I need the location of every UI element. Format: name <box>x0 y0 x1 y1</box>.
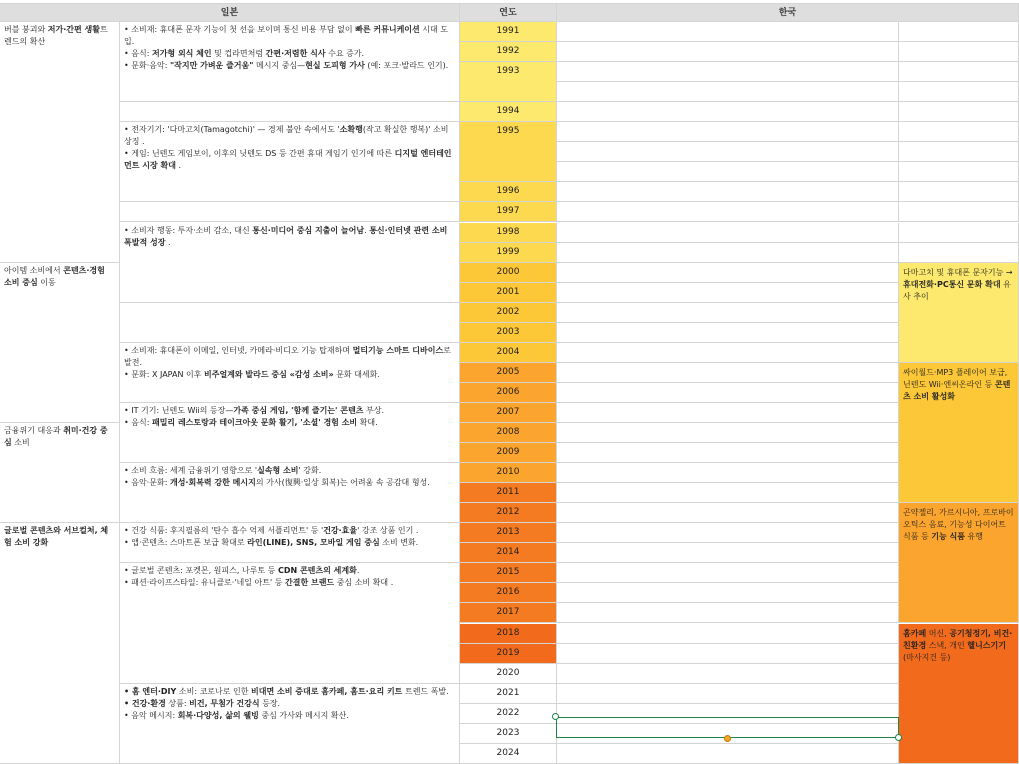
korea-note-empty[interactable] <box>899 223 1019 243</box>
korea-empty-cell[interactable] <box>557 82 899 102</box>
text-run: 트렌드 폭발. <box>402 686 449 696</box>
text-run: • 앱·콘텐츠: 스마트폰 보급 확대로 <box>124 538 248 548</box>
korea-note-cell[interactable] <box>899 363 1019 503</box>
year-label: 2008 <box>496 427 520 437</box>
year-cell[interactable] <box>460 323 557 343</box>
text-run: ' 강화. <box>298 466 322 476</box>
year-cell[interactable] <box>460 463 557 483</box>
text-run: 비대면 소비 증대로 홈카페, 홈트·요리 키트 <box>251 686 403 696</box>
year-label: 1993 <box>496 66 520 77</box>
year-cell[interactable] <box>460 182 557 202</box>
text-run: "작지만 가벼운 즐거움" <box>169 61 254 70</box>
text-run: 건강·효율 <box>323 526 358 536</box>
description-line <box>124 48 455 60</box>
year-cell[interactable] <box>460 383 557 403</box>
text-run: 소비 <box>11 438 30 447</box>
korea-empty-cell[interactable] <box>557 563 899 583</box>
text-run: 버블 붕괴와 <box>4 25 48 34</box>
korea-empty-cell[interactable] <box>557 343 899 363</box>
text-run: 저가형 외식 체인 <box>151 49 212 58</box>
text-run: 이동 <box>37 277 56 287</box>
year-label: 1994 <box>496 106 520 117</box>
year-cell[interactable] <box>460 684 557 704</box>
header-year[interactable]: 연도 <box>460 3 557 22</box>
korea-empty-cell[interactable] <box>557 182 899 202</box>
text-run: 확대. <box>357 417 378 427</box>
description-cell[interactable] <box>120 684 460 764</box>
korea-note-empty[interactable] <box>899 62 1019 82</box>
text-run: 곤약젤리, 가르시니아, 프로바이오틱스 음료, 기능성 다이어트 식품 등 <box>903 508 1014 542</box>
year-cell[interactable] <box>460 223 557 243</box>
korea-note-empty[interactable] <box>899 243 1019 263</box>
text-run: 라인(LINE), SNS, 모바일 게임 중심 <box>247 538 380 548</box>
description-cell[interactable] <box>120 563 460 683</box>
korea-empty-cell[interactable] <box>557 62 899 82</box>
year-label: 2020 <box>496 667 520 678</box>
korea-empty-cell[interactable] <box>557 704 899 724</box>
year-label: 2005 <box>496 366 520 377</box>
text-run: 멀티기능 스마트 디바이스 <box>352 345 444 355</box>
year-cell[interactable] <box>460 624 557 644</box>
year-label: 2003 <box>496 326 520 337</box>
korea-note-empty[interactable] <box>899 162 1019 182</box>
korea-note-empty[interactable] <box>899 42 1019 62</box>
text-run: 중심 소비 확대 . <box>334 578 394 588</box>
text-run: • 음악 메시지: <box>124 710 178 720</box>
korea-empty-cell[interactable] <box>557 543 899 563</box>
text-run: 메시지 중심— <box>253 61 306 70</box>
year-label: 2011 <box>496 487 520 498</box>
text-run: . <box>364 225 370 235</box>
header-korea[interactable]: 한국 <box>557 3 1019 22</box>
text-run: 다마고치 및 휴대폰 문자기능 → <box>903 267 1013 277</box>
korea-empty-cell[interactable] <box>557 162 899 182</box>
text-run: 시대 도입. <box>124 25 449 46</box>
selection-fill-handle[interactable] <box>724 735 731 742</box>
description-line <box>124 225 455 249</box>
year-cell[interactable] <box>460 363 557 383</box>
text-run: 아이템 소비에서 <box>4 265 64 275</box>
year-label: 2009 <box>496 447 520 458</box>
text-run: 개성·회복력 강한 메시지 <box>169 478 256 488</box>
year-cell[interactable] <box>460 704 557 724</box>
korea-empty-cell[interactable] <box>557 283 899 303</box>
text-run: 트렌드의 확산 <box>4 25 108 46</box>
description-cell[interactable] <box>120 22 460 102</box>
year-cell[interactable] <box>460 664 557 684</box>
description-cell[interactable] <box>120 523 460 563</box>
korea-note-cell[interactable] <box>899 503 1019 623</box>
year-cell[interactable] <box>460 283 557 303</box>
year-label: 2022 <box>496 707 520 718</box>
korea-empty-cell[interactable] <box>557 684 899 704</box>
year-label: 1995 <box>496 126 520 137</box>
text-run: 헬니스기기 <box>967 640 1006 650</box>
year-label: 2024 <box>496 747 520 758</box>
text-run: • 소비재: 휴대폰 문자 기능이 첫 선을 보이며 통신 비용 부담 없이 <box>124 25 356 34</box>
year-label: 2018 <box>496 627 520 638</box>
year-label: 1991 <box>496 26 520 36</box>
year-cell[interactable] <box>460 724 557 744</box>
korea-empty-cell[interactable] <box>557 503 899 523</box>
text-run: (작고 확실한 행복)' 소비 상징 . <box>124 125 449 147</box>
text-run: • 문화: X JAPAN 이후 <box>124 369 204 379</box>
text-run: 및 컵라면처럼 <box>211 49 266 58</box>
text-run: 회복·다양성, 삶의 웰빙 <box>177 710 259 720</box>
text-run: 금융위기 대응과 <box>4 426 64 435</box>
year-cell[interactable] <box>460 583 557 603</box>
korea-note-empty[interactable] <box>899 202 1019 222</box>
text-run: 통신·미디어 중심 지출이 늘어남 <box>252 225 365 235</box>
year-label: 2023 <box>496 727 520 738</box>
year-label: 2001 <box>496 286 520 297</box>
year-label: 1996 <box>496 186 520 197</box>
year-cell[interactable] <box>460 62 557 102</box>
description-line <box>124 525 455 537</box>
theme-cell[interactable] <box>0 423 120 523</box>
korea-empty-cell[interactable] <box>557 102 899 122</box>
year-cell[interactable] <box>460 523 557 543</box>
text-run: 로 발전. <box>124 345 451 367</box>
description-line <box>124 124 455 148</box>
text-run: 빠른 커뮤니케이션 <box>355 25 420 34</box>
year-label: 2016 <box>496 587 520 598</box>
year-label: 2006 <box>496 386 520 397</box>
description-line <box>124 60 455 72</box>
korea-empty-cell[interactable] <box>557 423 899 443</box>
korea-note-empty[interactable] <box>899 122 1019 142</box>
text-run: 유행 <box>964 532 983 542</box>
text-run: • 소비 흐름: 세계 금융위기 영향으로 ' <box>124 466 258 476</box>
text-run: • 홈 엔터·DIY <box>124 686 177 696</box>
year-cell[interactable] <box>460 744 557 764</box>
korea-note-empty[interactable] <box>899 82 1019 102</box>
korea-empty-cell[interactable] <box>557 223 899 243</box>
text-run: 스낵, 개인 <box>926 640 968 650</box>
description-line <box>124 698 455 710</box>
year-cell[interactable] <box>460 503 557 523</box>
text-run: 실속형 소비 <box>257 466 299 476</box>
text-run: 소비: 코로나로 인한 <box>176 686 252 696</box>
description-cell[interactable] <box>120 223 460 303</box>
year-label: 2015 <box>496 567 520 578</box>
text-run: • IT 기기: 닌텐도 Wii의 등장— <box>124 405 234 415</box>
text-run: 소확행 <box>339 125 363 135</box>
text-run: (마사지건 등) <box>903 652 951 662</box>
description-line <box>124 537 455 549</box>
text-run: • 소비재: 휴대폰이 이메일, 인터넷, 카메라·비디오 기능 탑재하며 <box>124 345 353 355</box>
year-cell[interactable] <box>460 343 557 363</box>
korea-note-cell[interactable] <box>899 263 1019 363</box>
selection-handle-bottom-right[interactable] <box>895 734 902 741</box>
korea-empty-cell[interactable] <box>557 463 899 483</box>
korea-empty-cell[interactable] <box>557 202 899 222</box>
korea-empty-cell[interactable] <box>557 523 899 543</box>
korea-empty-cell[interactable] <box>557 42 899 62</box>
text-run: 가족 중심 게임, '함께 즐기는' 콘텐츠 <box>233 405 364 415</box>
text-run: 비건, 무첨가 건강식 <box>189 698 260 708</box>
description-cell[interactable] <box>120 122 460 202</box>
text-run: • 패션·라이프스타일: 유니클로·'네일 아트' 등 <box>124 578 285 588</box>
text-run: . <box>356 566 360 576</box>
text-run: 머신, <box>926 628 950 638</box>
year-cell[interactable] <box>460 202 557 222</box>
header-japan[interactable]: 일본 <box>0 3 460 22</box>
year-cell[interactable] <box>460 22 557 42</box>
year-label: 2019 <box>496 647 520 658</box>
year-cell[interactable] <box>460 303 557 323</box>
year-label: 2014 <box>496 547 520 558</box>
year-label: 2021 <box>496 687 520 698</box>
text-run: 기능 식품 <box>931 532 965 542</box>
year-label: 2012 <box>496 507 520 518</box>
selection-handle-top-left[interactable] <box>552 713 559 720</box>
text-run: 싸이월드·MP3 플레이어 보급, 닌텐도 Wii·엔씨온라인 등 <box>903 367 1008 389</box>
year-cell[interactable] <box>460 563 557 583</box>
year-label: 1992 <box>496 46 520 57</box>
text-run: 의 가사(復興·일상 회복)는 어려움 속 공감대 형성. <box>255 478 430 488</box>
year-label: 1997 <box>496 206 520 217</box>
year-label: 2007 <box>496 406 520 417</box>
text-run: 현실 도피형 가사 <box>305 61 365 70</box>
description-line <box>124 417 455 429</box>
text-run: 상품: <box>165 698 190 708</box>
description-cell[interactable] <box>120 403 460 463</box>
year-label: 1999 <box>496 246 520 257</box>
text-run: 간결한 브랜드 <box>285 578 335 588</box>
korea-empty-cell[interactable] <box>557 363 899 383</box>
empty-cell[interactable] <box>120 102 460 122</box>
year-cell[interactable] <box>460 403 557 423</box>
year-cell[interactable] <box>460 122 557 182</box>
text-run: 소비 변화. <box>379 538 419 548</box>
description-line <box>124 465 455 477</box>
korea-empty-cell[interactable] <box>557 664 899 684</box>
description-line <box>124 577 455 589</box>
theme-cell[interactable] <box>0 523 120 764</box>
korea-empty-cell[interactable] <box>557 22 899 42</box>
korea-note-empty[interactable] <box>899 182 1019 202</box>
year-cell[interactable] <box>460 644 557 664</box>
text-run: • 음악·문화: <box>124 478 170 488</box>
text-run: • 건강 식품: 후지필름의 '탄수 흡수 억제 서플리먼트' 등 ' <box>124 526 324 536</box>
korea-empty-cell[interactable] <box>557 263 899 283</box>
year-cell[interactable] <box>460 483 557 503</box>
text-run: 수요 증가. <box>325 49 365 58</box>
text-run: ' 강조 상품 인기 . <box>357 526 419 536</box>
text-run: . <box>165 237 171 247</box>
text-run: 중심 가사와 메시지 확산. <box>258 710 349 720</box>
text-run: 패밀리 레스토랑과 테이크아웃 문화 활기, '소셜' 경험 소비 <box>151 417 358 427</box>
description-line <box>124 24 455 48</box>
year-label: 2013 <box>496 527 520 538</box>
empty-cell[interactable] <box>120 303 460 343</box>
theme-cell[interactable] <box>0 263 120 423</box>
korea-empty-cell[interactable] <box>557 624 899 644</box>
korea-note-cell[interactable] <box>899 624 1019 764</box>
text-run: 디지털 엔터테인먼트 시장 확대 <box>124 149 452 171</box>
korea-empty-cell[interactable] <box>557 383 899 403</box>
korea-note-empty[interactable] <box>899 22 1019 42</box>
korea-empty-cell[interactable] <box>557 644 899 664</box>
year-label: 2000 <box>496 266 520 277</box>
korea-empty-cell[interactable] <box>557 603 899 623</box>
text-run: 홈카페 <box>903 628 927 638</box>
description-line <box>124 565 455 577</box>
korea-note-empty[interactable] <box>899 142 1019 162</box>
text-run: • 소비자 행동: 투자·소비 감소, 대신 <box>124 225 253 235</box>
text-run: 유사 추이 <box>903 279 1011 301</box>
description-line <box>124 477 455 489</box>
korea-empty-cell[interactable] <box>557 403 899 423</box>
year-label: 2010 <box>496 467 520 478</box>
text-run: • 전자기기: '다마고치(Tamagotchi)' — 경제 불안 속에서도 ' <box>124 125 340 135</box>
text-run: CDN 콘텐츠의 세계화 <box>277 566 357 576</box>
korea-empty-cell[interactable] <box>557 323 899 343</box>
empty-cell[interactable] <box>120 202 460 222</box>
korea-empty-cell[interactable] <box>557 142 899 162</box>
text-run: 공기청정기, 비건·친환경 <box>903 628 1013 650</box>
text-run: • 음식: <box>124 49 152 58</box>
korea-empty-cell[interactable] <box>557 303 899 323</box>
description-line <box>124 345 455 369</box>
year-cell[interactable] <box>460 443 557 463</box>
year-cell[interactable] <box>460 102 557 122</box>
year-label: 2017 <box>496 607 520 618</box>
theme-cell[interactable] <box>0 22 120 263</box>
text-run: 휴대전화·PC통신 문화 확대 <box>903 279 1001 289</box>
year-label: 1998 <box>496 226 520 237</box>
text-run: (예: 포크·발라드 인기). <box>364 61 449 70</box>
text-run: • 게임: 닌텐도 게임보이, 이후의 닛텐도 DS 등 간편 휴대 게임기 인기에 따른 <box>124 149 395 159</box>
year-cell[interactable] <box>460 42 557 62</box>
text-run: • 글로벌 콘텐츠: 포켓몬, 원피스, 나루토 등 <box>124 566 278 576</box>
korea-empty-cell[interactable] <box>557 744 899 764</box>
year-cell[interactable] <box>460 603 557 623</box>
text-run: 문화 대세화. <box>333 369 380 379</box>
year-cell[interactable] <box>460 543 557 563</box>
text-run: 콘텐츠 소비 활성화 <box>903 379 1011 401</box>
text-run: 저가·간편 생활 <box>47 25 100 34</box>
year-label: 2004 <box>496 346 520 357</box>
text-run: 간편·저렴한 식사 <box>265 49 326 58</box>
korea-note-empty[interactable] <box>899 102 1019 122</box>
description-line <box>124 369 455 381</box>
text-run: 취미·건강 중심 <box>4 426 108 447</box>
text-run: 통신·인터넷 관련 소비 폭발적 성장 <box>124 225 448 247</box>
text-run: 비주얼계와 발라드 중심 «감성 소비» <box>203 369 334 379</box>
description-cell[interactable] <box>120 463 460 523</box>
text-run: • 문화·음악: <box>124 61 170 70</box>
description-line <box>124 405 455 417</box>
description-line <box>124 710 455 722</box>
korea-empty-cell[interactable] <box>557 483 899 503</box>
korea-empty-cell[interactable] <box>557 122 899 142</box>
text-run: • 건강·환경 <box>124 698 166 708</box>
description-cell[interactable] <box>120 343 460 403</box>
text-run: 글로벌 콘텐츠와 서브컬처, 체험 소비 강화 <box>4 526 109 548</box>
text-run: 등장. <box>259 698 281 708</box>
year-cell[interactable] <box>460 243 557 263</box>
text-run: . <box>175 161 182 171</box>
year-cell[interactable] <box>460 423 557 443</box>
korea-empty-cell[interactable] <box>557 243 899 263</box>
text-run: 부상. <box>363 405 384 415</box>
year-label: 2002 <box>496 306 520 317</box>
text-run: • 음식: <box>124 417 152 427</box>
description-line <box>124 686 455 698</box>
korea-empty-cell[interactable] <box>557 443 899 463</box>
text-run: 콘텐츠·경험 소비 중심 <box>4 265 105 287</box>
description-line <box>124 148 455 172</box>
year-cell[interactable] <box>460 263 557 283</box>
korea-empty-cell[interactable] <box>557 583 899 603</box>
